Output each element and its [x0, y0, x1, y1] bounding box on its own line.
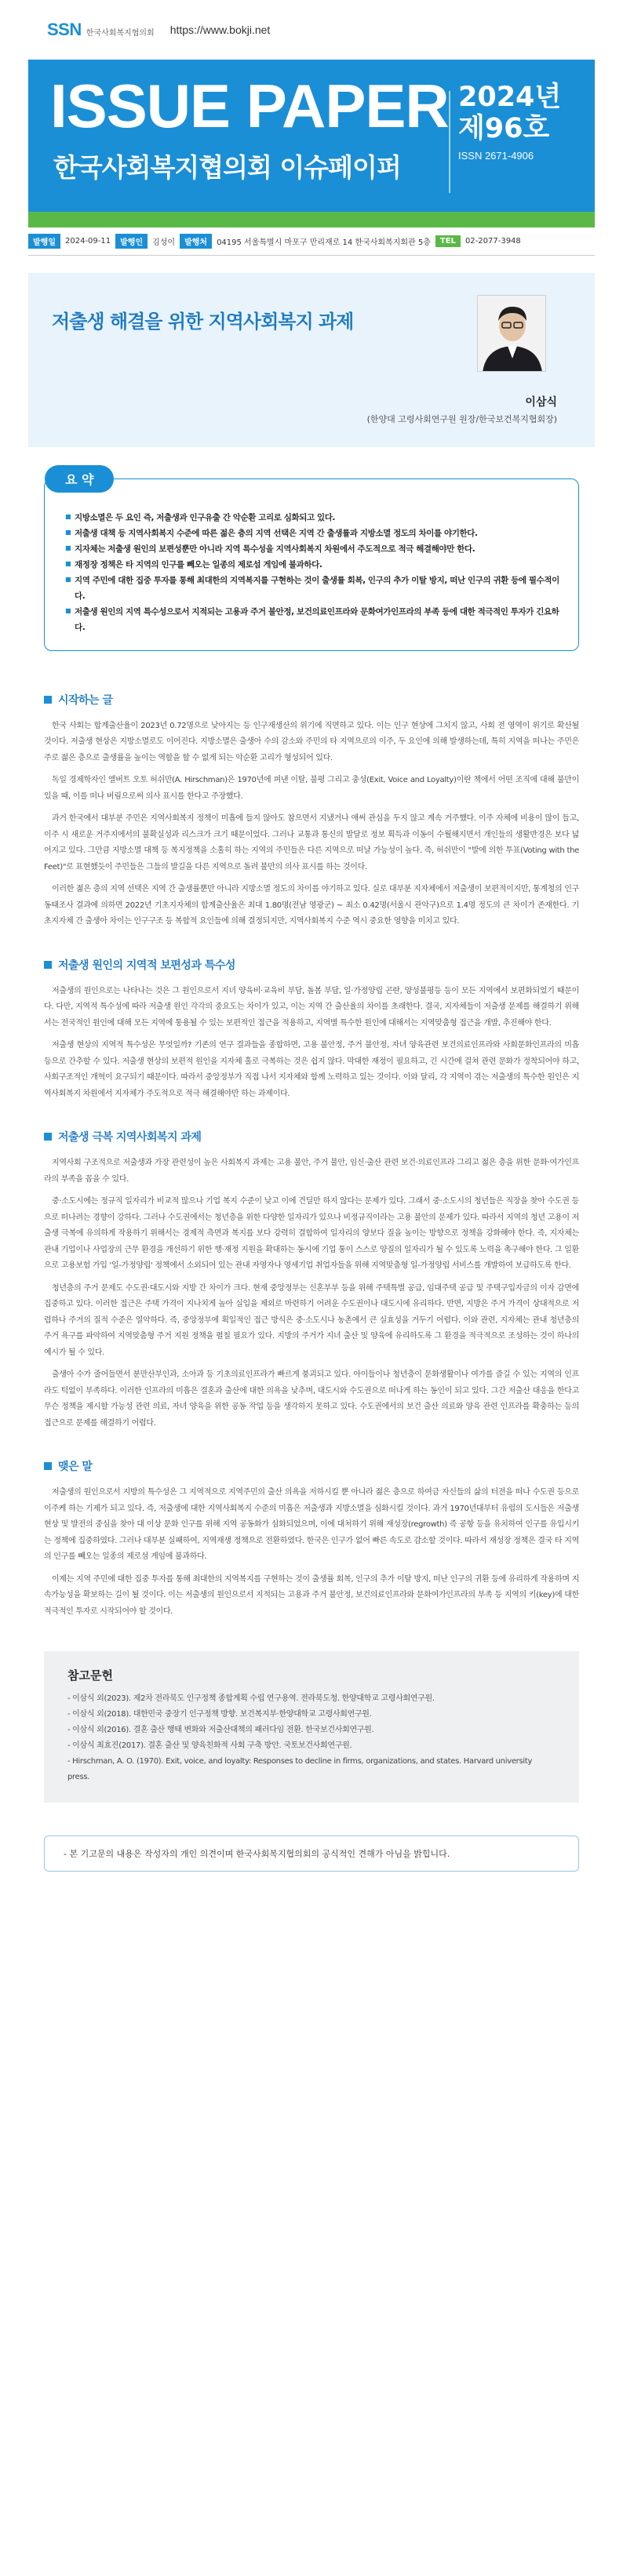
reference-item: - 이삼식 최효진(2017). 결혼 출산 및 양육친화적 사회 구축 방안. 국토보건사회연구원. — [67, 1741, 352, 1750]
section-paragraph: 이러한 젊은 층의 지역 선택은 지역 간 출생률뿐만 아니라 지방소멸 정도의 차이를 야기하고 있다. 실로 대부분 지자체에서 저출생이 보편적이지만, 통계청의 인구동태조사 결과에 의하면 2022년 기초지자체의 합계출산율은 최대 1.80명(전남 영광군) ~ 최소 0.42명(서울시 관악구)으로 1.4명 정도의 큰 차이가 존재한다. 기초지자체 간 출생아 차이는 인구구조 등 복합적 요인들에 의해 결정되지만, 지역사회복지 수준 역시 중요한 영향을 미치고 있다. — [44, 885, 579, 926]
office-label: 발행처 — [180, 234, 212, 249]
summary-item: ■ 저출생 원인의 지역 특수성으로서 지적되는 고용과 주거 불안정, 보건의료인프라와 문화여가인프라의 부족 등에 대한 적극적인 투자가 긴요하다. — [65, 605, 559, 636]
section-paragraph: 저출생의 원인으로서 지방의 특수성은 그 지역적으로 지역주민의 출산 의욕을 저하시킬 뿐 아니라 젊은 층으로 하여금 자신들의 삶의 터전을 떠나 수도권 등으로 이주케 하는 기제가 되고 있다. 즉, 저출생에 대한 지역사회복지 수준의 미흡은 저출생과 지방소멸을 심화시킬 것이다. 과거 1970년대부터 유럽의 도시들은 저출생 현상 및 발전의 중심을 찾아 대 이상 문화 인구를 위해 지역 공동화가 심화되었으며, 이에 대처하기 위해 재성장(regrowth) 즉 공항 등을 유치하여 인구를 유입시키는 정책에 집중하였다. 그러나 대부분 실패하여, 지역재생 정책으로 전환하였다. 한국은 인구가 없어 빠른 속도로 감소할 것이다. 따라서 재성장 정책은 결국 타 지역의 인구를 빼오는 일종의 제로섬 게임에 불과하다. — [44, 1488, 579, 1561]
references-box — [44, 1651, 579, 1803]
article-body — [0, 692, 623, 1621]
author-name: 이삼식 — [525, 396, 557, 409]
section-paragraph: 저출생의 원인으로는 나타나는 것은 그 원인으로서 지녀 양육비·교육비 부담, 돌봄 부담, 일·가정양립 곤란, 양성불평등 등이 모든 지역에서 보편화되었기 때문이다. 다만, 지역적 특수성에 따라 저출생 원인 각각의 중요도는 차이가 있고, 이는 지역 간 출산율의 차이를 초래한다. 결국, 지자체들이 저출생 문제를 해결하기 위해서는 전국적인 원인에 대해 모든 지역에 통용될 수 있는 보편적인 접근을 적용하고, 지역별 특수한 원인에 대해서는 지역맞춤형 접근을 개발, 추진해야 한다. — [44, 986, 579, 1028]
website-link[interactable]: https://www.bokji.net — [169, 24, 271, 36]
article-section — [44, 957, 579, 1103]
section-header — [44, 692, 579, 708]
author-info — [367, 394, 557, 425]
office-address: 04195 서울특별시 마포구 만리재로 14 한국사회복지회관 5층 — [217, 238, 431, 247]
section-heading: 저출생 극복 지역사회복지 과제 — [58, 1131, 202, 1144]
banner-title-ko: 한국사회복지협의회 이슈페이퍼 — [53, 152, 401, 183]
references-heading: 참고문헌 — [67, 1668, 113, 1683]
publisher: 김성이 — [152, 238, 176, 247]
author-portrait-icon — [478, 296, 546, 372]
section-paragraph: 과거 한국에서 대부분 주민은 지역사회복지 정책이 미흡에 들지 않아도 참으면서 지냈거나 애써 관심을 두지 않고 계속 거주했다. 이주 자체에 비용이 많이 들고, 이주 시 새로운 거주지에서의 불확실성과 리스크가 크기 때문이었다. 그러나 교통과 통신의 발달로 정보 획득과 이동이 수월해지면서 개인들의 생활반경은 보다 넓어지고 있다. 그만큼 지방소멸 대책 등 복지정책을 소홀히 하는 지역의 주민들은 다른 지역으로 떠날 가능성이 높다. 즉, 허쉬만이 "발에 의한 투표(Voting with the Feet)"로 표현했듯이 주민들은 그들의 발길을 다른 지역으로 돌려 불만의 의사 표시를 하는 것이다. — [44, 814, 579, 871]
section-paragraph: 출생아 수가 줄어들면서 분만산부인과, 소아과 등 기초의료인프라가 빠르게 붕괴되고 있다. 아이들이나 청년층이 문화생활이나 여가를 즐길 수 있는 지역의 인프라도 턱없이 부족하다. 이러한 인프라의 미흡은 결혼과 출산에 대한 의욕을 낮추며, 대도시와 수도권으로 떠나게 하는 동인이 되고 있다. 그간 저출산 대응을 한다고 무슨 정책을 제시할 가능성 관련 의료, 자녀 양육을 위한 공동 작업 등을 생각하지 못하고 있다. 수도권에서의 보건 출산 의료와 양육 관련 인프라를 확충하는 등의 접근으로 문제를 해결하기 어렵다. — [44, 1370, 579, 1428]
section-header — [44, 1129, 579, 1144]
section-paragraph: 지역사회 구조적으로 저출생과 가장 관련성이 높은 사회복지 과제는 고용 불안, 주거 불안, 임신·출산 관련 보건·의료인프라 그리고 젊은 층을 위한 문화·여가인프라의 부족을 꼽을 수 있다. — [44, 1159, 579, 1184]
author-affiliation: (한양대 고령사회연구원 원장/한국보건복지협회장) — [366, 414, 557, 424]
tel-label: TEL — [435, 235, 461, 247]
banner-title-en: ISSUE PAPER — [50, 71, 449, 140]
section-bullet-icon — [44, 961, 52, 969]
issue-year: 2024년 — [458, 82, 562, 113]
summary-item: ■ 지역 주민에 대한 집중 투자를 통해 최대한의 지역복지를 구현하는 것이 출생률 회복, 인구의 추가 이탈 방지, 떠난 인구의 귀환 등에 필수적이다. — [65, 573, 559, 605]
section-paragraph: 이제는 지역 주민에 대한 집중 투자를 통해 최대한의 지역복지를 구현하는 것이 출생률 회복, 인구의 추가 이탈 방지, 떠난 인구의 귀환 등에 유리하게 작용하며 지속가능성을 확보하는 길이 될 것이다. 이는 저출생의 원인으로서 지적되는 고용과 주거 불안정, 보건의료인프라와 문화여가인프라의 부족 등 지역의 키(key)에 대한 적극적인 투자로 시작되어야 할 것이다. — [44, 1574, 579, 1616]
publisher-label: 발행인 — [115, 234, 148, 249]
logo-org-name: 한국사회복지협의회 — [86, 29, 155, 38]
section-heading: 맺은 말 — [58, 1461, 93, 1473]
disclaimer: - 본 기고문의 내용은 작성자의 개인 의견이며 한국사회복지협의회의 공식적인 견해가 아님을 밝힙니다. — [44, 1836, 579, 1872]
section-header — [44, 1458, 579, 1474]
publication-info — [28, 227, 595, 256]
section-bullet-icon — [44, 1133, 52, 1141]
summary-item: ■ 지자체는 저출생 원인의 보편성뿐만 아니라 지역 특수성을 지역사회복지 차원에서 주도적으로 적극 해결해야만 한다. — [65, 542, 559, 558]
section-heading: 저출생 원인의 지역적 보편성과 특수성 — [58, 959, 235, 972]
section-bullet-icon — [44, 696, 52, 704]
section-heading: 시작하는 글 — [58, 693, 113, 707]
date-label: 발행일 — [28, 234, 60, 249]
issue-number-box — [458, 82, 574, 206]
article-title-box — [28, 273, 595, 447]
logo-mark: SSN — [47, 20, 82, 39]
section-paragraph: 청년층의 주거 문제도 수도권·대도시와 지방 간 차이가 크다. 현재 중앙정부는 신혼부부 등을 위해 주택특별 공급, 임대주택 공급 및 주택구입자금의 이자 감면에 집중하고 있다. 이러한 접근은 주택 가격이 지나치게 높아 실입을 제외로 마련하기 어려운 수도권이나 대도시에 유리하다. 반면, 지방은 주거 가격이 상대적으로 저렴하나 주거의 질적 수준은 열악하다. 즉, 중앙정부에 획일적인 접근 방식은 중·소도시나 농촌에서 큰 실효성을 거두기 어렵다. 이와 관련, 지자체는 관내 청년층의 주거 욕구를 파악하여 지역맞춤형 주거 지원 정책을 펼칠 필요가 있다. 지방의 주거가 지녀 출산 및 양육에 유리하도록 그 환경을 적극적으로 조성하는 것이 하나의 예시가 될 수 있다. — [44, 1283, 579, 1357]
references-list — [67, 1691, 556, 1785]
issue-number: 제96호 — [458, 113, 550, 145]
summary-item: ■ 저출생 대책 등 지역사회복지 수준에 따른 젊은 층의 지역 선택은 지역 간 출생률과 지방소멸 정도의 차이를 야기한다. — [65, 526, 559, 542]
summary-label: 요 약 — [45, 465, 114, 493]
reference-item: - Hirschman, A. O. (1970). Exit, voice, and loyalty: Responses to decline in firms, organizations, and states. Harvard university press. — [67, 1757, 533, 1781]
top-bar — [0, 0, 623, 60]
reference-item: - 이삼식 외(2023). 제2차 전라북도 인구정책 종합계획 수립 연구용역. 전라북도청. 한양대학교 고령사회연구원. — [67, 1694, 435, 1703]
issue-banner — [28, 60, 595, 227]
section-paragraph: 저출생 현상의 지역적 특수성은 무엇일까? 기존의 연구 결과들을 종합하면, 고용 불안정, 주거 불안정, 자녀 양육관련 보건의료인프라와 사회문화인프라의 미흡 등으로 간추할 수 있다. 저출생 현상의 보편적 원인을 지자체 홀로 극복하는 것은 쉽지 않다. 막대한 재정이 필요하고, 긴 시간에 걸쳐 관련 문화가 정착되어야 하고, 사회구조적인 개혁이 요구되기 때문이다. 따라서 중앙정부가 직접 나서 지자체와 함께 노력하고 있는 것이다. 이와 달리, 각 지역이 겪는 저출생의 특수한 원인은 지역사회복지 차원에서 지자체가 주도적으로 적극 해결해야만 하는 과제이다. — [44, 1041, 579, 1098]
section-paragraph: 한국 사회는 합계출산율이 2023년 0.72명으로 낮아지는 등 인구재생산의 위기에 직면하고 있다. 이는 인구 현상에 그치지 않고, 사회 전 영역이 위기로 확산될 것이다. 저출생 현상은 지방소멸로도 이어진다. 지방소멸은 출생아 수의 감소와 주민의 타 지역으로의 이주, 두 요인에 의해 발생하는데, 특히 지역을 떠나는 주민은 주로 젊은 층으로 출생률을 높이는 역할을 할 수 없게 되는 악순환 고리가 형성되어 있다. — [44, 721, 579, 762]
section-paragraph: 독일 경제학자인 앨버트 오토 허쉬만(A. Hirschman)은 1970년에 펴낸 이탈, 불평 그리고 충성(Exit, Voice and Loyalty)이란 책에서 어떤 조직에 대해 불만이 있을 때, 이를 떠나 버림으로써 의사 표시를 한다고 주장했다. — [44, 776, 579, 801]
section-header — [44, 957, 579, 973]
section-bullet-icon — [44, 1462, 52, 1470]
section-paragraph: 중·소도시에는 정규직 일자리가 비교적 많으나 기업 복지 수준이 낮고 이에 견딜만 하지 않다는 문제가 있다. 그래서 중·소도시의 청년들은 직장을 찾아 수도권 등으로 떠나려는 경향이 강하다. 그러나 수도권에서는 청년층을 위한 다양한 일자리가 있으나 비정규직이라는 고용 불안의 문제가 있다. 따라서 지역의 청년 고용이 저출생 극복에 유의하게 작용하기 위해서는 경제적 측면과 복지를 보다 강력히 결합하여 일자리의 양보다 질을 높이는 방향으로 정책을 강화해야 한다. 즉, 지자체는 관내 기업이나 사업장의 근무 환경을 개선하기 위한 행·재정 지원을 확대하는 동시에 기업 퉁이 스스로 양질의 일자리가 될 수 있도록 노력을 촉구해야 한다. 그 일환으로 고용보험 가입 '일-가정양립' 정책에서 소외되어 있는 관내 자영자나 영세기업 취업자들을 위해 지역맞춤형 일-가정양립 서비스를 개발하여 보급하도록 한다. — [44, 1197, 579, 1270]
reference-item: - 이삼식 외(2016). 결혼 출산 행태 변화와 저출산대책의 패러다임 전환. 한국보건사회연구원. — [67, 1726, 374, 1734]
summary-item: ■ 재정장 정책은 타 지역의 인구를 빼오는 일종의 제로섬 게임에 불과하다. — [65, 558, 559, 573]
author-photo — [477, 295, 546, 372]
tel-number: 02-2077-3948 — [465, 237, 521, 246]
banner-divider — [449, 91, 450, 193]
summary-box — [44, 472, 579, 651]
publish-date: 2024-09-11 — [64, 237, 111, 246]
article-section — [44, 1129, 579, 1432]
article-title: 저출생 해결을 위한 지역사회복지 과제 — [52, 311, 354, 333]
banner-green-stripe — [28, 212, 595, 227]
reference-item: - 이삼식 외(2018). 대한민국 중장기 인구정책 방향. 보건복지부·한양대학교 고령사회연구원. — [67, 1710, 372, 1719]
summary-item: ■ 지방소멸은 두 요인 즉, 저출생과 인구유출 간 악순환 고리로 심화되고 있다. — [65, 511, 559, 526]
article-section — [44, 1458, 579, 1620]
summary-list — [65, 511, 559, 636]
issn: ISSN 2671-4906 — [458, 149, 534, 162]
article-section — [44, 692, 579, 930]
logo[interactable] — [47, 20, 155, 40]
